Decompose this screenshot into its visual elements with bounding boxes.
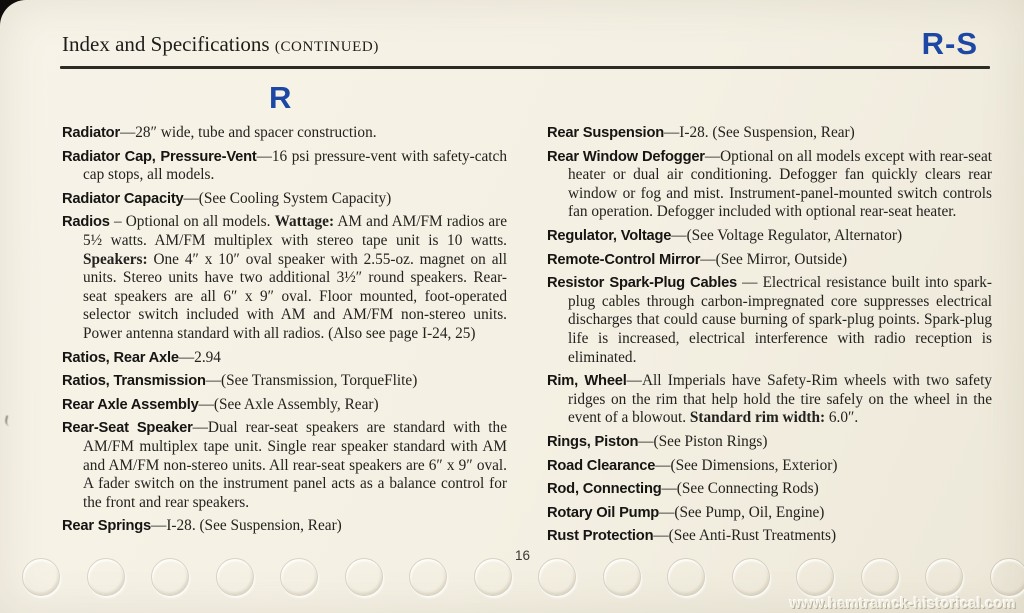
entry-text: —I-28. (See Suspension, Rear) [663, 124, 855, 141]
index-entry [547, 227, 992, 246]
perforation-row [22, 558, 1024, 596]
entry-term: Resistor Spark-Plug Cables [547, 275, 738, 292]
index-entry [62, 349, 507, 368]
index-column-left [62, 124, 507, 551]
index-entry [62, 419, 507, 512]
entry-emphasis: Wattage: [274, 213, 335, 231]
index-entry [547, 433, 992, 452]
index-entry [547, 124, 992, 143]
section-letter: R [269, 80, 292, 115]
perforation-hole [538, 558, 576, 596]
entry-term: Radios [62, 214, 110, 231]
index-entry [547, 480, 992, 499]
entry-text: —(See Voltage Regulator, Alternator) [671, 226, 903, 244]
watermark: www.hamtramck-historical.com [789, 596, 1016, 612]
entry-emphasis: Standard rim width: [689, 409, 826, 427]
page-title [62, 32, 379, 57]
page-title-continued: (CONTINUED) [274, 39, 379, 55]
index-entry [62, 148, 507, 185]
entry-text: 6.0″. [825, 409, 859, 427]
perforation-hole [861, 558, 899, 596]
perforation-hole [667, 558, 705, 596]
entry-term: Rim, Wheel [547, 373, 627, 390]
entry-text: —Optional on all models except with rear-seat heater or dual air conditioning. Defogger fan quickly clears rear window or fog and mist. Instrument-panel-mounted switch controls fan operation. Defogger included with optional rear-seat heater. [568, 147, 992, 221]
perforation-hole [796, 558, 834, 596]
entry-text: —28″ wide, tube and spacer construction. [119, 124, 377, 141]
perforation-hole [151, 558, 189, 596]
entry-text: —I-28. (See Suspension, Rear) [151, 517, 342, 535]
perforation-hole [216, 558, 254, 596]
entry-text: —(See Transmission, TorqueFlite) [205, 372, 418, 390]
index-entry [62, 190, 507, 209]
entry-emphasis: Speakers: [83, 250, 148, 268]
entry-term: Rear Suspension [547, 125, 664, 141]
perforation-hole [925, 558, 963, 596]
perforation-hole [280, 558, 318, 596]
entry-text: —(See Piston Rings) [638, 432, 768, 450]
entry-text: —(See Mirror, Outside) [700, 250, 848, 268]
index-entry [547, 457, 992, 476]
index-entry [547, 274, 992, 367]
entry-term: Road Clearance [547, 457, 656, 474]
entry-text: —(See Axle Assembly, Rear) [198, 395, 379, 413]
index-entry [62, 396, 507, 415]
entry-term: Remote-Control Mirror [547, 251, 701, 268]
entry-text: —(See Cooling System Capacity) [183, 189, 392, 207]
entry-term: Rust Protection [547, 528, 654, 545]
entry-term: Regulator, Voltage [547, 227, 672, 244]
index-entry [547, 504, 992, 523]
perforation-hole [990, 558, 1024, 596]
entry-term: Rear-Seat Speaker [62, 420, 193, 437]
entry-text: —16 psi pressure-vent with safety-catch cap stops, all models. [83, 147, 507, 184]
scan-artifact [4, 415, 13, 426]
entry-term: Rear Springs [62, 518, 152, 535]
perforation-hole [474, 558, 512, 596]
index-entry [547, 148, 992, 222]
entry-text: —(See Pump, Oil, Engine) [659, 503, 825, 521]
entry-term: Radiator [62, 125, 120, 141]
header-rule [60, 66, 990, 69]
entry-text: —(See Dimensions, Exterior) [655, 456, 838, 474]
index-entry [547, 251, 992, 270]
entry-term: Rod, Connecting [547, 481, 662, 498]
index-entry [62, 124, 507, 143]
perforation-hole [732, 558, 770, 596]
entry-text: —2.94 [178, 348, 221, 366]
entry-term: Radiator Cap, Pressure-Vent [62, 148, 257, 165]
perforation-hole [603, 558, 641, 596]
entry-text: —All Imperials have Safety-Rim wheels with two safety ridges on the rim that help hold the tire safely on the wheel in the event of a blowout. [568, 372, 992, 427]
perforation-hole [22, 558, 60, 596]
perforation-hole [87, 558, 125, 596]
entry-term: Rear Window Defogger [547, 148, 705, 165]
entry-term: Ratios, Rear Axle [62, 349, 179, 366]
index-entry [62, 213, 507, 343]
index-column-right [547, 124, 992, 551]
page-title-text: Index and Specifications [62, 32, 270, 56]
entry-text: —(See Anti-Rust Treatments) [653, 527, 837, 545]
entry-text: — Electrical resistance built into spark-plug cables through carbon-impregnated core suppresses electrical discharges that could cause burning of spark-plug points. Spark-plug life is increased, electrical interference with radio reception is eliminated. [568, 274, 993, 366]
perforation-hole [409, 558, 447, 596]
entry-term: Ratios, Transmission [62, 373, 206, 390]
index-entry [62, 517, 507, 536]
index-columns [62, 124, 992, 551]
index-entry [62, 372, 507, 391]
index-entry [547, 527, 992, 546]
entry-term: Rings, Piston [547, 433, 639, 450]
entry-term: Rear Axle Assembly [62, 396, 199, 413]
entry-term: Rotary Oil Pump [547, 504, 660, 521]
perforation-hole [345, 558, 383, 596]
entry-text: One 4″ x 10″ oval speaker with 2.55-oz. magnet on all units. Stereo units have two additional 3½″ round speakers. Rear-seat speakers are all 6″ x 9″ oval. Floor mounted, foot-operated selector switch included with AM and AM/FM non-stereo units. Power antenna standard with all radios. (Also see page I-24, 25) [83, 250, 507, 342]
entry-text: —Dual rear-seat speakers are standard with the AM/FM multiplex tape unit. Single rear speaker standard with AM and AM/FM non-stereo units. All rear-seat speakers are 6″ x 9″ oval. A fader switch on the instrument panel acts as a balance control for the front and rear speakers. [83, 419, 507, 511]
entry-text: —(See Connecting Rods) [661, 480, 819, 498]
index-letter-range: R-S [921, 26, 978, 61]
index-entry [547, 372, 992, 428]
page-number: 16 [515, 548, 531, 563]
entry-text: – Optional on all models. [109, 213, 275, 231]
entry-term: Radiator Capacity [62, 190, 184, 207]
entry-text: AM and AM/FM radios are 5½ watts. AM/FM multiplex with stereo tape unit is 10 watts. [83, 213, 507, 249]
